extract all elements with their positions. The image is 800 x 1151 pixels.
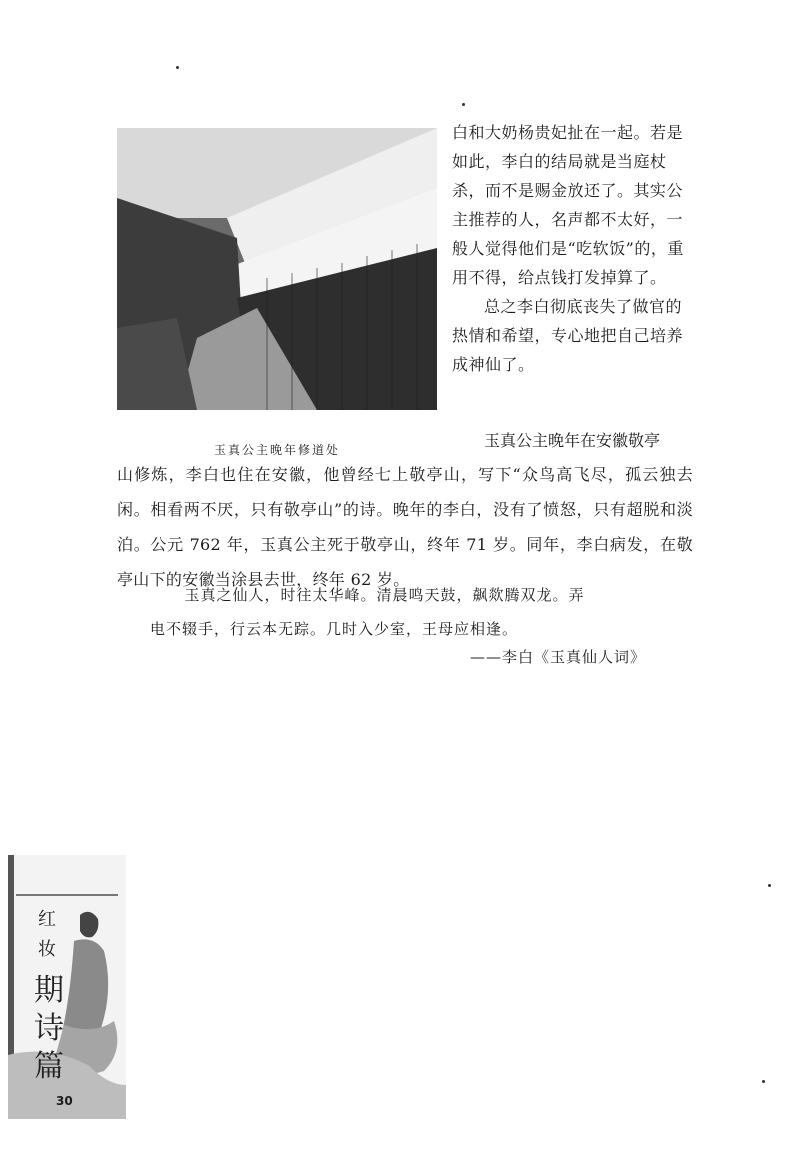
paragraph-start: 玉真公主晚年在安徽敬亭 — [484, 431, 661, 450]
series-title-char-4: 诗 — [34, 1011, 64, 1046]
side-paragraph-1: 白和大奶杨贵妃扯在一起。若是如此，李白的结局就是当庭杖杀，而不是赐金放还了。其实公主推荐的人，名声都不太好，一般人觉得他们是“吃软饭”的，重用不得，给点钱打发掉算了。 — [452, 123, 684, 287]
photo-caption: 玉真公主晚年修道处 — [213, 443, 340, 457]
scan-speck — [768, 884, 771, 887]
series-title-char-1: 红 — [38, 909, 56, 930]
series-title-char-2: 妆 — [38, 939, 56, 960]
series-decoration — [8, 855, 126, 1119]
page-number: 30 — [56, 1094, 73, 1108]
poem-attribution: ——李白《玉真仙人词》 — [470, 648, 647, 666]
temple-photo — [117, 128, 437, 410]
temple-photo-graphic — [117, 128, 437, 410]
poem-line-2: 电不辍手，行云本无踪。几时入少室，王母应相逢。 — [150, 620, 519, 638]
scan-speck — [462, 103, 465, 106]
series-title-char-5: 篇 — [34, 1049, 64, 1084]
lady-figure-illustration — [8, 855, 126, 1119]
poem-line-1: 玉真之仙人，时往太华峰。清晨鸣天鼓，飙欻腾双龙。弄 — [184, 586, 585, 604]
side-paragraph-2: 总之李白彻底丧失了做官的热情和希望，专心地把自己培养成神仙了。 — [452, 297, 684, 374]
side-text-block — [452, 118, 692, 379]
scan-speck — [176, 66, 179, 69]
body-paragraph: 山修炼，李白也住在安徽，他曾经七上敬亭山，写下“众鸟高飞尽，孤云独去闲。相看两不厌，只有敬亭山”的诗。晚年的李白，没有了愤怒，只有超脱和淡泊。公元 762 年，玉真公主死于敬亭山，终年 71 岁。同年，李白病发，在敬亭山下的安徽当涂县去世，终年 62 岁。 — [117, 465, 693, 589]
scan-speck — [762, 1080, 765, 1083]
series-title-char-3: 期 — [34, 973, 64, 1008]
poem-block — [150, 578, 670, 646]
